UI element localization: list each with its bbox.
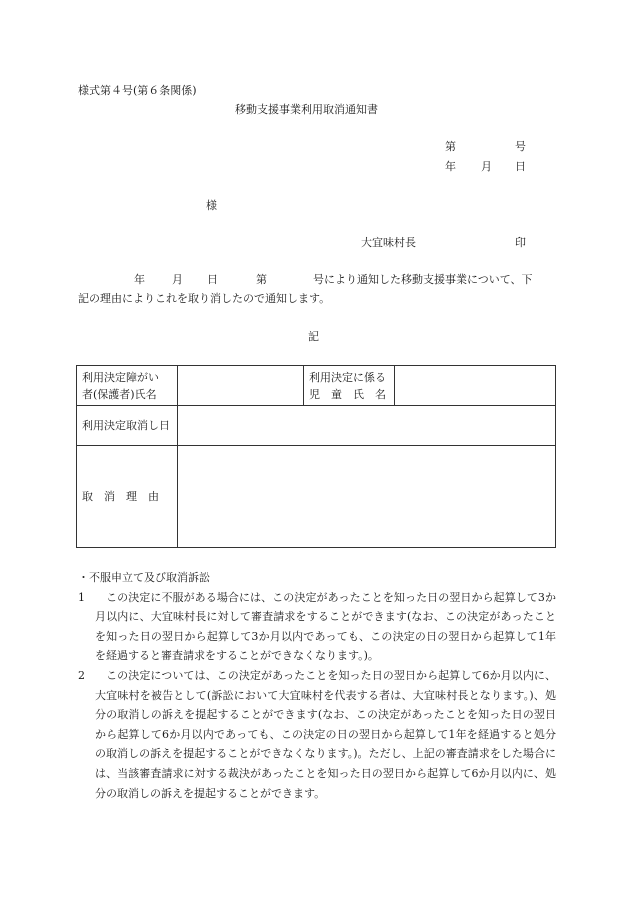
body-month: 月 <box>172 273 183 286</box>
body-day: 日 <box>207 273 218 286</box>
body-line-1: 号により通知した移動支援事業について、下 <box>313 273 533 286</box>
date-day: 日 <box>515 160 526 173</box>
appeal-notes <box>78 568 556 803</box>
body-year: 年 <box>134 273 145 286</box>
notes-item-1-number: 1 <box>78 590 85 604</box>
child-name-label <box>304 366 395 406</box>
addressee-sama: 様 <box>206 199 217 212</box>
body-line-2: 記の理由によりこれを取り消したので通知します。 <box>78 292 331 305</box>
notes-item-2-text: この決定については、この決定があったことを知った日の翌日から起算して6か月以内に、大宜味村を被告として(訴訟において大宜味村を代表する者は、大宜味村長となります。)、処分の取消しの訴えを提起することができます(なお、この決定があったことを知った日の翌日から起算して6か月以内であっても、この決定の日の翌日から起算して1年を経過すると処分の取消しの訴えを提起することができなくなります。)。ただし、上記の審査請求をした場合には、当該審査請求に対する裁決があったことを知った日の翌日から起算して6か月以内に、処分の取消しの訴えを提起することができます。 <box>95 668 556 800</box>
child-name-field[interactable] <box>395 366 556 406</box>
doc-number-dai: 第 <box>445 140 456 153</box>
issuer-name: 大宜味村長 <box>361 236 416 249</box>
reason-label <box>77 446 178 548</box>
notes-heading: ・不服申立て及び取消訴訟 <box>78 571 210 584</box>
user-name-label-line-2: 者(保護者)氏名 <box>82 387 157 401</box>
notes-item-1 <box>78 588 556 666</box>
date-year: 年 <box>445 160 456 173</box>
user-name-field[interactable] <box>178 366 304 406</box>
user-name-label-line-1: 利用決定障がい <box>82 370 159 384</box>
body-dai: 第 <box>256 273 267 286</box>
notes-item-1-text: この決定に不服がある場合には、この決定があったことを知った日の翌日から起算して3か月以内に、大宜味村長に対して審査請求をすることができます(なお、この決定があったことを知った日の翌日から起算して3か月以内であっても、この決定の日の翌日から起算して1年を経過すると審査請求をすることができなくなります。)。 <box>95 590 556 663</box>
reason-label-text: 取 消 理 由 <box>82 490 159 503</box>
form-number: 様式第４号(第６条関係) <box>78 84 197 97</box>
child-name-label-line-1: 利用決定に係る <box>309 370 386 384</box>
seal-mark: 印 <box>515 236 526 249</box>
cancel-date-field[interactable] <box>178 406 556 446</box>
child-name-label-line-2: 児 童 氏 名 <box>309 387 386 401</box>
ki-heading: 記 <box>308 330 319 343</box>
notes-item-2 <box>78 666 556 803</box>
document-title: 移動支援事業利用取消通知書 <box>235 103 378 116</box>
user-name-label <box>77 366 178 406</box>
form-table <box>76 365 556 548</box>
cancel-date-label <box>77 406 178 446</box>
notes-item-2-number: 2 <box>78 668 85 682</box>
cancel-date-label-text: 利用決定取消し日 <box>82 419 170 432</box>
doc-number-go: 号 <box>515 140 526 153</box>
reason-field[interactable] <box>178 446 556 548</box>
date-month: 月 <box>481 160 492 173</box>
